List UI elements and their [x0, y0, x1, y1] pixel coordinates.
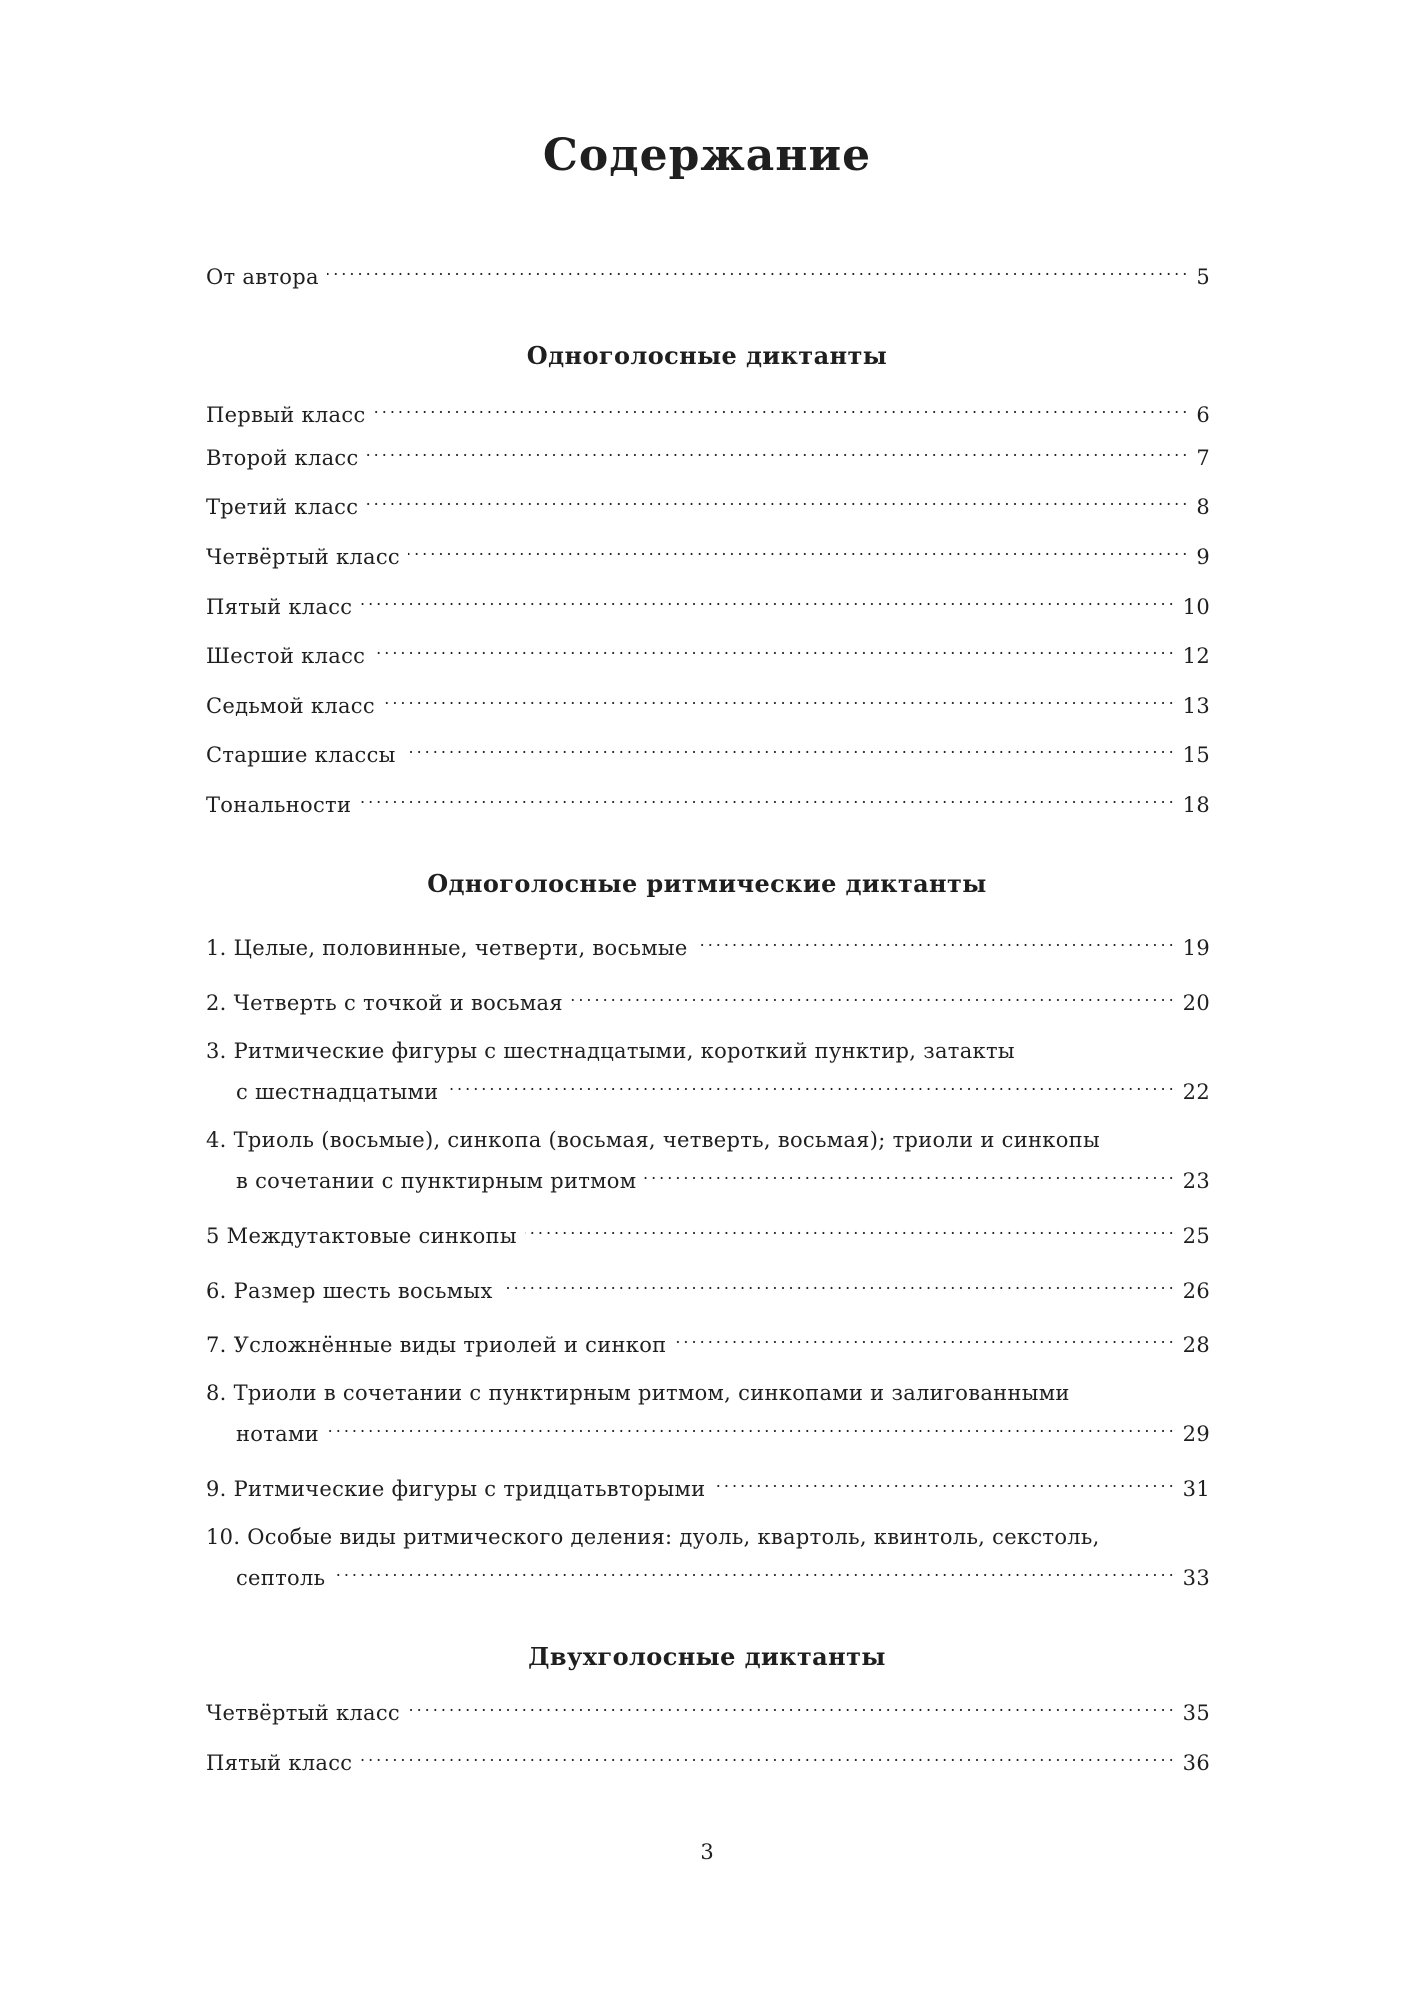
toc-entry[interactable] — [206, 1468, 1210, 1503]
toc-entry-label: 1. Целые, половинные, четверти, восьмые — [206, 936, 688, 960]
dot-leader — [360, 1742, 1176, 1770]
toc-entry-label: Пятый класс — [206, 1751, 353, 1775]
toc-entry-label: Старшие классы — [206, 743, 396, 767]
toc-entry-page: 22 — [1182, 1080, 1210, 1104]
dot-leader — [696, 927, 1177, 955]
toc-entry-page: 20 — [1182, 991, 1210, 1015]
toc-entry[interactable] — [206, 784, 1210, 819]
toc-entry[interactable] — [206, 734, 1210, 769]
toc-entry[interactable] — [236, 1071, 1210, 1106]
toc-entry-from-author[interactable] — [206, 256, 1210, 291]
toc-entry[interactable] — [206, 536, 1210, 571]
toc-entry[interactable] — [236, 1557, 1210, 1592]
toc-entry-page: 26 — [1182, 1279, 1210, 1303]
toc-entry-label: Седьмой класс — [206, 694, 375, 718]
dot-leader — [404, 734, 1177, 762]
section-title: Одноголосные ритмические диктанты — [427, 869, 987, 898]
dot-leader — [674, 1324, 1176, 1352]
toc-entry-page: 5 — [1196, 265, 1210, 289]
toc-entry-page: 12 — [1182, 644, 1210, 668]
toc-entry-label: 9. Ритмические фигуры с тридцатьвторыми — [206, 1477, 706, 1501]
dot-leader — [374, 394, 1191, 422]
dot-leader — [373, 635, 1176, 663]
section-title: Двухголосные диктанты — [528, 1642, 886, 1671]
toc-entry-label: 5 Междутактовые синкопы — [206, 1224, 517, 1248]
toc-entry-page: 29 — [1182, 1422, 1210, 1446]
toc-entry[interactable] — [206, 486, 1210, 521]
toc-entry-label: Шестой класс — [206, 644, 366, 668]
page-title: Содержание — [542, 130, 872, 181]
toc-entry-line[interactable]: 8. Триоли в сочетании с пунктирным ритмом, синкопами и залигованными — [206, 1381, 1070, 1405]
toc-entry[interactable] — [206, 1215, 1210, 1250]
dot-leader — [408, 536, 1190, 564]
toc-entry[interactable] — [206, 685, 1210, 720]
dot-leader — [644, 1160, 1176, 1188]
toc-entry-page: 23 — [1182, 1169, 1210, 1193]
toc-entry-page: 25 — [1182, 1224, 1210, 1248]
toc-entry[interactable] — [206, 982, 1210, 1017]
dot-leader — [360, 586, 1176, 614]
toc-entry-label: септоль — [236, 1566, 326, 1590]
toc-entry[interactable] — [236, 1413, 1210, 1448]
dot-leader — [327, 1413, 1177, 1441]
toc-entry-label: От автора — [206, 265, 319, 289]
toc-entry-page: 18 — [1182, 793, 1210, 817]
dot-leader — [408, 1692, 1177, 1720]
toc-entry-page: 33 — [1182, 1566, 1210, 1590]
toc-entry-line[interactable]: 4. Триоль (восьмые), синкопа (восьмая, четверть, восьмая); триоли и синкопы — [206, 1128, 1100, 1152]
toc-entry-page: 6 — [1196, 403, 1210, 427]
toc-entry-page: 9 — [1196, 545, 1210, 569]
toc-entry[interactable] — [206, 1324, 1210, 1359]
dot-leader — [501, 1270, 1177, 1298]
dot-leader — [359, 784, 1176, 812]
toc-entry-page: 10 — [1182, 595, 1210, 619]
toc-entry[interactable] — [206, 394, 1210, 429]
toc-entry-page: 7 — [1196, 446, 1210, 470]
toc-entry-page: 8 — [1196, 495, 1210, 519]
dot-leader — [367, 437, 1191, 465]
dot-leader — [713, 1468, 1176, 1496]
toc-entry-line[interactable]: 3. Ритмические фигуры с шестнадцатыми, короткий пунктир, затакты — [206, 1039, 1015, 1063]
toc-entry-label: Тональности — [206, 793, 352, 817]
toc-entry[interactable] — [206, 437, 1210, 472]
toc-entry[interactable] — [206, 1692, 1210, 1727]
section-title: Одноголосные диктанты — [526, 341, 888, 370]
toc-entry-label: 7. Усложнённые виды триолей и синкоп — [206, 1333, 667, 1357]
toc-entry-label: нотами — [236, 1422, 319, 1446]
toc-entry-label: 6. Размер шесть восьмых — [206, 1279, 493, 1303]
dot-leader — [446, 1071, 1176, 1099]
toc-entry-label: Третий класс — [206, 495, 359, 519]
toc-entry-page: 28 — [1182, 1333, 1210, 1357]
page-number: 3 — [700, 1840, 714, 1864]
toc-entry-page: 15 — [1182, 743, 1210, 767]
toc-entry[interactable] — [206, 927, 1210, 962]
toc-entry[interactable] — [236, 1160, 1210, 1195]
dot-leader — [333, 1557, 1176, 1585]
dot-leader — [571, 982, 1177, 1010]
toc-entry-label: Первый класс — [206, 403, 366, 427]
dot-leader — [366, 486, 1190, 514]
toc-entry-label: 2. Четверть с точкой и восьмая — [206, 991, 563, 1015]
toc-entry-line[interactable]: 10. Особые виды ритмического деления: дуоль, квартоль, квинтоль, секстоль, — [206, 1525, 1100, 1549]
dot-leader — [327, 256, 1191, 284]
toc-entry-label: Четвёртый класс — [206, 545, 400, 569]
toc-entry-page: 13 — [1182, 694, 1210, 718]
toc-entry-page: 36 — [1182, 1751, 1210, 1775]
toc-entry-label: Четвёртый класс — [206, 1701, 400, 1725]
toc-entry-label: Второй класс — [206, 446, 359, 470]
toc-entry-label: в сочетании с пунктирным ритмом — [236, 1169, 637, 1193]
toc-entry-page: 19 — [1182, 936, 1210, 960]
toc-entry-label: с шестнадцатыми — [236, 1080, 439, 1104]
dot-leader — [525, 1215, 1177, 1243]
toc-entry-page: 31 — [1182, 1477, 1210, 1501]
toc-entry[interactable] — [206, 635, 1210, 670]
toc-entry-label: Пятый класс — [206, 595, 353, 619]
toc-entry[interactable] — [206, 586, 1210, 621]
toc-entry[interactable] — [206, 1270, 1210, 1305]
toc-entry[interactable] — [206, 1742, 1210, 1777]
dot-leader — [383, 685, 1177, 713]
toc-entry-page: 35 — [1182, 1701, 1210, 1725]
